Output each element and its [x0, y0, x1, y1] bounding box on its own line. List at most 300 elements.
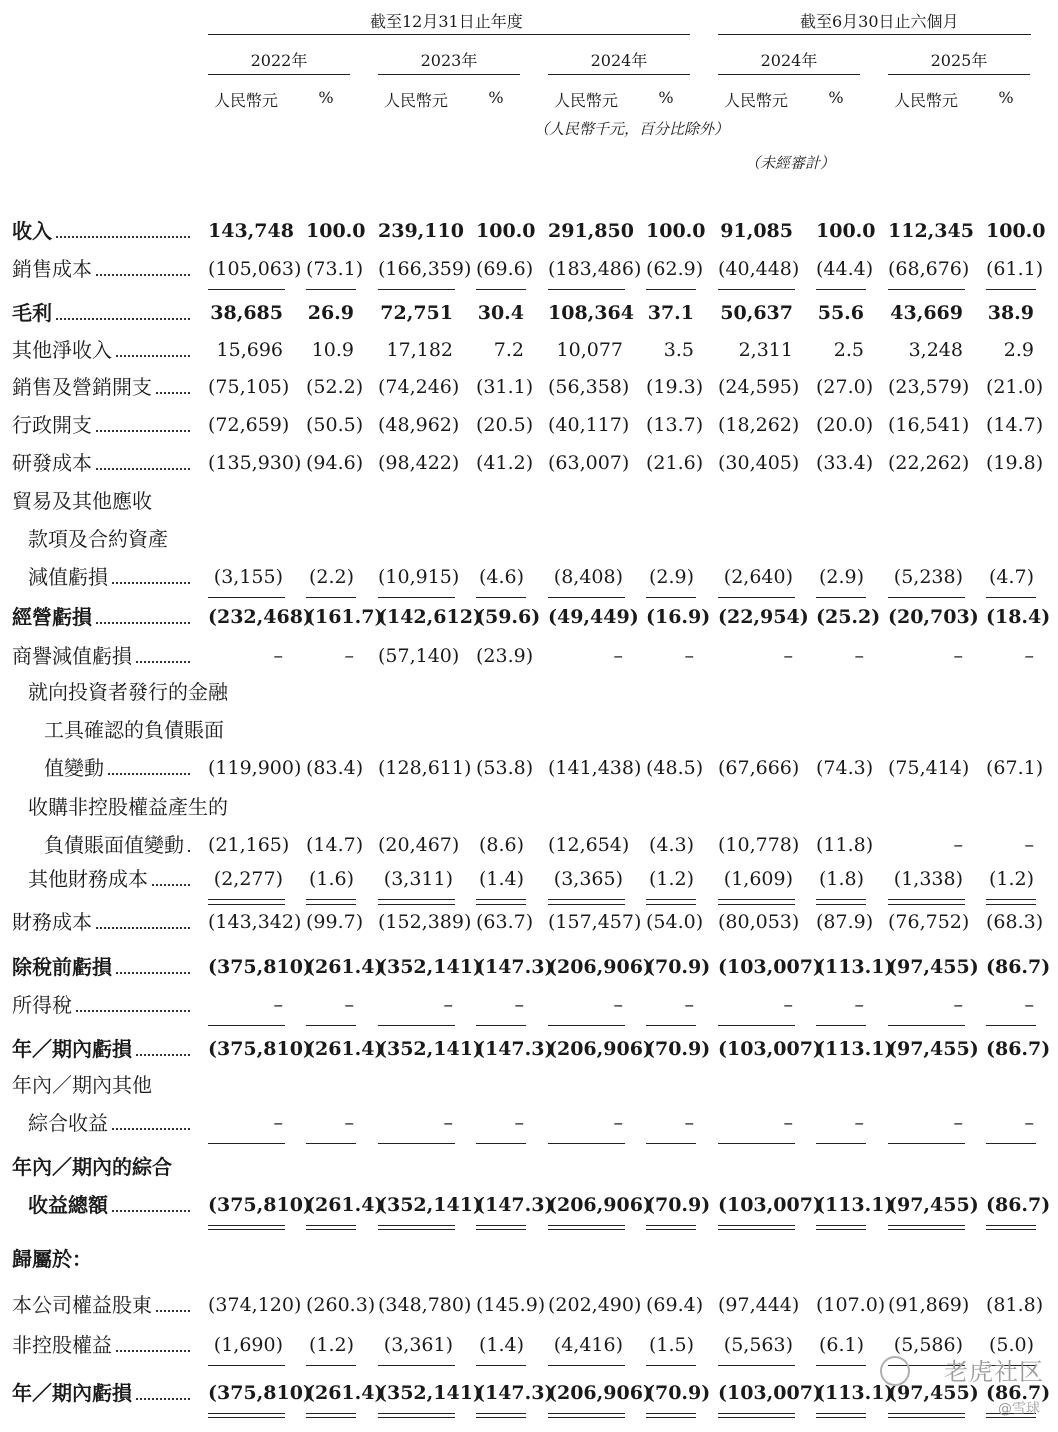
amount-cell: (75,414) [888, 757, 970, 779]
percent-cell: – [1024, 994, 1034, 1016]
amount-cell: (3,361) [383, 1334, 453, 1356]
amount-cell: (142,612) [378, 606, 482, 628]
single-rule [888, 904, 965, 905]
percent-cell: (50.5) [306, 414, 364, 436]
percent-cell: (73.1) [306, 258, 364, 280]
single-rule [888, 899, 965, 900]
percent-cell: (147.3) [476, 956, 554, 978]
amount-cell: – [953, 994, 963, 1016]
amount-cell: – [953, 834, 963, 856]
percent-cell: (11.8) [816, 834, 874, 856]
row-label: 經營虧損 [12, 605, 190, 629]
percent-cell: – [344, 994, 354, 1016]
percent-cell: (1.2) [988, 868, 1034, 890]
double-rule [646, 1225, 696, 1230]
percent-header: % [488, 88, 504, 107]
percent-cell: – [854, 994, 864, 1016]
amount-cell: (206,906) [548, 956, 652, 978]
single-rule [208, 597, 285, 598]
percent-cell: (25.2) [816, 606, 881, 628]
percent-cell: (113.1) [816, 1038, 894, 1060]
percent-cell: (70.9) [646, 1382, 711, 1404]
row-label: 非控股權益 [12, 1333, 190, 1357]
watermark-text: 老虎社区 [944, 1358, 1044, 1386]
amount-cell: – [613, 1112, 623, 1134]
amount-cell: (76,752) [888, 911, 970, 933]
double-rule [816, 1413, 866, 1418]
row-label: 負債賬面值變動 [44, 833, 190, 857]
amount-cell: (374,120) [208, 1294, 302, 1316]
amount-cell: 10,077 [556, 339, 623, 361]
amount-cell: (3,155) [213, 566, 283, 588]
percent-cell: (19.8) [986, 452, 1044, 474]
row-label: 銷售成本 [12, 257, 190, 281]
percent-cell: (16.9) [646, 606, 711, 628]
row-label: 減值虧損 [28, 565, 190, 589]
percent-cell: 2.5 [833, 339, 864, 361]
amount-cell: (2,277) [213, 868, 283, 890]
tiger-logo-icon [880, 1356, 910, 1386]
row-label: 其他財務成本 [28, 867, 190, 891]
amount-cell: 3,248 [908, 339, 963, 361]
percent-cell: (20.0) [816, 414, 874, 436]
single-rule [476, 1025, 526, 1026]
percent-cell: (1.5) [648, 1334, 694, 1356]
single-rule [888, 1025, 965, 1026]
amount-cell: 43,669 [890, 302, 963, 324]
year-header-2024: 2024年 [590, 51, 648, 70]
percent-cell: (261.4) [306, 956, 384, 978]
amount-cell: (80,053) [718, 911, 800, 933]
amount-cell: (49,449) [548, 606, 639, 628]
amount-cell: – [613, 994, 623, 1016]
amount-cell: 50,637 [720, 302, 793, 324]
single-rule [476, 597, 526, 598]
row-label: 工具確認的負債賬面 [44, 718, 224, 742]
percent-cell: 7.2 [493, 339, 524, 361]
amount-cell: (103,007) [718, 1194, 822, 1216]
single-rule [646, 899, 696, 900]
percent-cell: 10.9 [311, 339, 354, 361]
percent-header: % [998, 88, 1014, 107]
percent-cell: (86.7) [986, 1038, 1051, 1060]
single-rule [208, 1365, 285, 1366]
percent-cell: (1.2) [308, 1334, 354, 1356]
amount-cell: (20,467) [378, 834, 460, 856]
amount-cell: (232,468) [208, 606, 312, 628]
single-rule [816, 1025, 866, 1026]
amount-cell: (348,780) [378, 1294, 472, 1316]
percent-cell: (52.2) [306, 376, 364, 398]
amount-cell: (22,954) [718, 606, 809, 628]
single-rule [476, 904, 526, 905]
single-rule [378, 597, 455, 598]
single-rule [646, 1365, 696, 1366]
single-rule [816, 1365, 866, 1366]
row-label: 收益總額 [28, 1193, 190, 1217]
percent-cell: – [854, 1112, 864, 1134]
single-rule [476, 1143, 526, 1144]
single-rule [306, 597, 356, 598]
percent-cell: 100.0 [816, 220, 876, 242]
amount-cell: 15,696 [216, 339, 283, 361]
amount-cell: – [783, 1112, 793, 1134]
percent-cell: (261.4) [306, 1038, 384, 1060]
percent-cell: – [1024, 834, 1034, 856]
amount-cell: (16,541) [888, 414, 970, 436]
row-label: 款項及合約資產 [28, 527, 168, 551]
amount-cell: (57,140) [378, 645, 460, 667]
amount-cell: 2,311 [738, 339, 793, 361]
amount-cell: (202,490) [548, 1294, 642, 1316]
amount-cell: (98,422) [378, 452, 460, 474]
single-rule [718, 289, 795, 290]
percent-header: % [828, 88, 844, 107]
row-label: 年內／期內其他 [12, 1073, 152, 1097]
amount-cell: (128,611) [378, 757, 472, 779]
single-rule [646, 597, 696, 598]
percent-cell: (83.4) [306, 757, 364, 779]
amount-cell: (68,676) [888, 258, 970, 280]
double-rule [378, 1413, 455, 1418]
single-rule [718, 597, 795, 598]
row-label: 財務成本 [12, 910, 190, 934]
percent-cell: (113.1) [816, 1194, 894, 1216]
percent-cell: – [684, 645, 694, 667]
percent-cell: 37.1 [647, 302, 694, 324]
percent-cell: (161.7) [306, 606, 384, 628]
percent-cell: (81.8) [986, 1294, 1044, 1316]
amount-cell: (97,455) [888, 1382, 979, 1404]
single-rule [378, 1025, 455, 1026]
row-label: 研發成本 [12, 451, 190, 475]
double-rule [208, 1225, 285, 1230]
percent-cell: (86.7) [986, 1194, 1051, 1216]
amount-cell: (48,962) [378, 414, 460, 436]
percent-cell: (86.7) [986, 956, 1051, 978]
single-rule [476, 289, 526, 290]
row-label: 所得稅 [12, 993, 190, 1017]
amount-cell: (1,690) [213, 1334, 283, 1356]
amount-cell: (5,563) [723, 1334, 793, 1356]
single-rule [986, 899, 1036, 900]
row-label: 其他淨收入 [12, 338, 190, 362]
amount-cell: 17,182 [386, 339, 453, 361]
amount-cell: (5,586) [893, 1334, 963, 1356]
percent-cell: (1.6) [308, 868, 354, 890]
single-rule [986, 1025, 1036, 1026]
amount-cell: (75,105) [208, 376, 290, 398]
percent-cell: (1.4) [478, 868, 524, 890]
row-label: 歸屬於： [12, 1247, 92, 1271]
amount-cell: 291,850 [548, 220, 634, 242]
double-rule [986, 1225, 1036, 1230]
double-rule [888, 1413, 965, 1418]
watermark-handle: @雪球 [998, 1401, 1040, 1417]
percent-cell: 100.0 [646, 220, 706, 242]
single-rule [816, 899, 866, 900]
single-rule [306, 1025, 356, 1026]
single-rule [476, 899, 526, 900]
percent-cell: (1.8) [818, 868, 864, 890]
single-rule [306, 1365, 356, 1366]
percent-cell: 26.9 [307, 302, 354, 324]
amount-cell: (4,416) [553, 1334, 623, 1356]
percent-cell: (62.9) [646, 258, 704, 280]
single-rule [646, 904, 696, 905]
amount-cell: 108,364 [548, 302, 634, 324]
amount-cell: (97,444) [718, 1294, 800, 1316]
year-header-2025-h1: 2025年 [930, 51, 988, 70]
percent-cell: (4.3) [648, 834, 694, 856]
row-label: 貿易及其他應收 [12, 489, 152, 513]
amount-cell: 38,685 [210, 302, 283, 324]
percent-cell: (261.4) [306, 1382, 384, 1404]
double-rule [718, 1225, 795, 1230]
percent-cell: (87.9) [816, 911, 874, 933]
percent-cell: (1.2) [648, 868, 694, 890]
double-rule [306, 1413, 356, 1418]
double-rule [378, 1225, 455, 1230]
percent-cell: (147.3) [476, 1194, 554, 1216]
double-rule [888, 1225, 965, 1230]
year-header-2023: 2023年 [420, 51, 478, 70]
amount-cell: 112,345 [888, 220, 974, 242]
single-rule [208, 289, 285, 290]
amount-cell: (375,810) [208, 1194, 312, 1216]
double-rule [548, 1413, 625, 1418]
single-rule [306, 289, 356, 290]
percent-cell: 30.4 [477, 302, 524, 324]
single-rule [646, 1143, 696, 1144]
amount-cell: – [273, 994, 283, 1016]
single-rule [816, 904, 866, 905]
row-label: 年／期內虧損 [12, 1381, 190, 1405]
amount-cell: (72,659) [208, 414, 290, 436]
percent-cell: (27.0) [816, 376, 874, 398]
percent-cell: (4.6) [478, 566, 524, 588]
single-rule [816, 1143, 866, 1144]
amount-cell: (22,262) [888, 452, 970, 474]
percent-cell: (2.9) [648, 566, 694, 588]
group-header-full-year: 截至12月31日止年度 [370, 12, 523, 31]
amount-cell: 72,751 [380, 302, 453, 324]
row-label: 收購非控股權益產生的 [28, 795, 228, 819]
amount-cell: 239,110 [378, 220, 464, 242]
amount-cell: (157,457) [548, 911, 642, 933]
percent-cell: 100.0 [476, 220, 536, 242]
single-rule [548, 1365, 625, 1366]
percent-cell: (13.7) [646, 414, 704, 436]
percent-cell: (113.1) [816, 956, 894, 978]
percent-cell: (1.4) [478, 1334, 524, 1356]
single-rule [548, 597, 625, 598]
amount-cell: (56,358) [548, 376, 630, 398]
percent-cell: (14.7) [306, 834, 364, 856]
single-rule [208, 899, 285, 900]
currency-header: 人民幣元 [724, 91, 789, 110]
amount-cell: (1,609) [723, 868, 793, 890]
year-header-2022: 2022年 [250, 51, 308, 70]
row-label: 銷售及營銷開支 [12, 375, 190, 399]
percent-cell: (107.0) [816, 1294, 886, 1316]
percent-cell: – [344, 1112, 354, 1134]
amount-cell: (12,654) [548, 834, 630, 856]
amount-cell: – [443, 1112, 453, 1134]
percent-cell: 100.0 [986, 220, 1046, 242]
amount-cell: – [443, 994, 453, 1016]
amount-cell: (206,906) [548, 1382, 652, 1404]
single-rule [208, 1025, 285, 1026]
percent-cell: – [684, 994, 694, 1016]
single-rule [888, 1143, 965, 1144]
single-rule [306, 904, 356, 905]
amount-cell: (20,703) [888, 606, 979, 628]
amount-cell: (18,262) [718, 414, 800, 436]
single-rule [548, 904, 625, 905]
percent-cell: (5.0) [988, 1334, 1034, 1356]
single-rule [208, 1143, 285, 1144]
percent-cell: (21.0) [986, 376, 1044, 398]
double-rule [476, 1413, 526, 1418]
percent-cell: (145.9) [476, 1294, 546, 1316]
percent-cell: – [854, 645, 864, 667]
percent-cell: (99.7) [306, 911, 364, 933]
percent-cell: (86.7) [986, 1382, 1051, 1404]
amount-cell: (141,438) [548, 757, 642, 779]
percent-cell: (260.3) [306, 1294, 376, 1316]
percent-cell: (18.4) [986, 606, 1051, 628]
amount-cell: (3,311) [383, 868, 453, 890]
single-rule [986, 904, 1036, 905]
percent-cell: (94.6) [306, 452, 364, 474]
percent-cell: – [344, 645, 354, 667]
amount-cell: 143,748 [208, 220, 294, 242]
percent-cell: – [1024, 1112, 1034, 1134]
percent-cell: (19.3) [646, 376, 704, 398]
single-rule [476, 1365, 526, 1366]
percent-cell: (2.9) [818, 566, 864, 588]
percent-cell: (23.9) [476, 645, 534, 667]
percent-cell: (74.3) [816, 757, 874, 779]
percent-cell: (14.7) [986, 414, 1044, 436]
single-rule [718, 1025, 795, 1026]
single-rule [888, 597, 965, 598]
amount-cell: (97,455) [888, 1038, 979, 1060]
single-rule [378, 289, 455, 290]
amount-cell: (91,869) [888, 1294, 970, 1316]
single-rule [816, 597, 866, 598]
amount-cell: (166,359) [378, 258, 472, 280]
amount-cell: – [953, 645, 963, 667]
percent-cell: 55.6 [817, 302, 864, 324]
percent-cell: (69.6) [476, 258, 534, 280]
percent-cell: (20.5) [476, 414, 534, 436]
percent-cell: (261.4) [306, 1194, 384, 1216]
row-label: 本公司權益股東 [12, 1293, 190, 1317]
percent-cell: (48.5) [646, 757, 704, 779]
amount-cell: (352,141) [378, 1038, 482, 1060]
percent-cell: (61.1) [986, 258, 1044, 280]
amount-cell: (152,389) [378, 911, 472, 933]
double-rule [646, 1413, 696, 1418]
amount-cell: (40,117) [548, 414, 630, 436]
amount-cell: (97,455) [888, 1194, 979, 1216]
amount-cell: (97,455) [888, 956, 979, 978]
row-label: 行政開支 [12, 413, 190, 437]
amount-cell: – [273, 1112, 283, 1134]
percent-cell: (44.4) [816, 258, 874, 280]
amount-cell: (30,405) [718, 452, 800, 474]
single-rule [378, 904, 455, 905]
single-rule [986, 289, 1036, 290]
amount-cell: (10,778) [718, 834, 800, 856]
percent-cell: (2.2) [308, 566, 354, 588]
single-rule [548, 899, 625, 900]
percent-cell: 2.9 [1003, 339, 1034, 361]
row-label: 毛利 [12, 301, 190, 325]
percent-cell: (147.3) [476, 1038, 554, 1060]
amount-cell: (67,666) [718, 757, 800, 779]
double-rule [208, 1413, 285, 1418]
single-rule [986, 1143, 1036, 1144]
single-rule [646, 289, 696, 290]
percent-header: % [658, 88, 674, 107]
percent-cell: (69.4) [646, 1294, 704, 1316]
single-rule [208, 904, 285, 905]
single-rule [306, 899, 356, 900]
amount-cell: (74,246) [378, 376, 460, 398]
single-rule [306, 1143, 356, 1144]
amount-cell: (183,486) [548, 258, 642, 280]
double-rule [306, 1225, 356, 1230]
amount-cell: (375,810) [208, 1382, 312, 1404]
double-rule [548, 1225, 625, 1230]
single-rule [718, 899, 795, 900]
amount-cell: (2,640) [723, 566, 793, 588]
double-rule [816, 1225, 866, 1230]
amount-cell: (40,448) [718, 258, 800, 280]
amount-cell: (206,906) [548, 1038, 652, 1060]
amount-cell: (143,342) [208, 911, 302, 933]
amount-cell: (206,906) [548, 1194, 652, 1216]
amount-cell: (5,238) [893, 566, 963, 588]
single-rule [816, 289, 866, 290]
single-rule [378, 1143, 455, 1144]
currency-header: 人民幣元 [214, 91, 279, 110]
percent-cell: – [514, 1112, 524, 1134]
single-rule [548, 1143, 625, 1144]
percent-cell: (147.3) [476, 1382, 554, 1404]
amount-cell: (352,141) [378, 1194, 482, 1216]
percent-cell: (70.9) [646, 1038, 711, 1060]
amount-cell: (8,408) [553, 566, 623, 588]
percent-cell: – [1024, 645, 1034, 667]
double-rule [718, 1413, 795, 1418]
amount-cell: (63,007) [548, 452, 630, 474]
percent-cell: (63.7) [476, 911, 534, 933]
percent-cell: (68.3) [986, 911, 1044, 933]
percent-cell: – [514, 994, 524, 1016]
amount-cell: (375,810) [208, 1038, 312, 1060]
amount-cell: (135,930) [208, 452, 302, 474]
percent-header: % [318, 88, 334, 107]
percent-cell: (113.1) [816, 1382, 894, 1404]
amount-cell: (105,063) [208, 258, 302, 280]
currency-header: 人民幣元 [384, 91, 449, 110]
percent-cell: (31.1) [476, 376, 534, 398]
amount-cell: (103,007) [718, 956, 822, 978]
